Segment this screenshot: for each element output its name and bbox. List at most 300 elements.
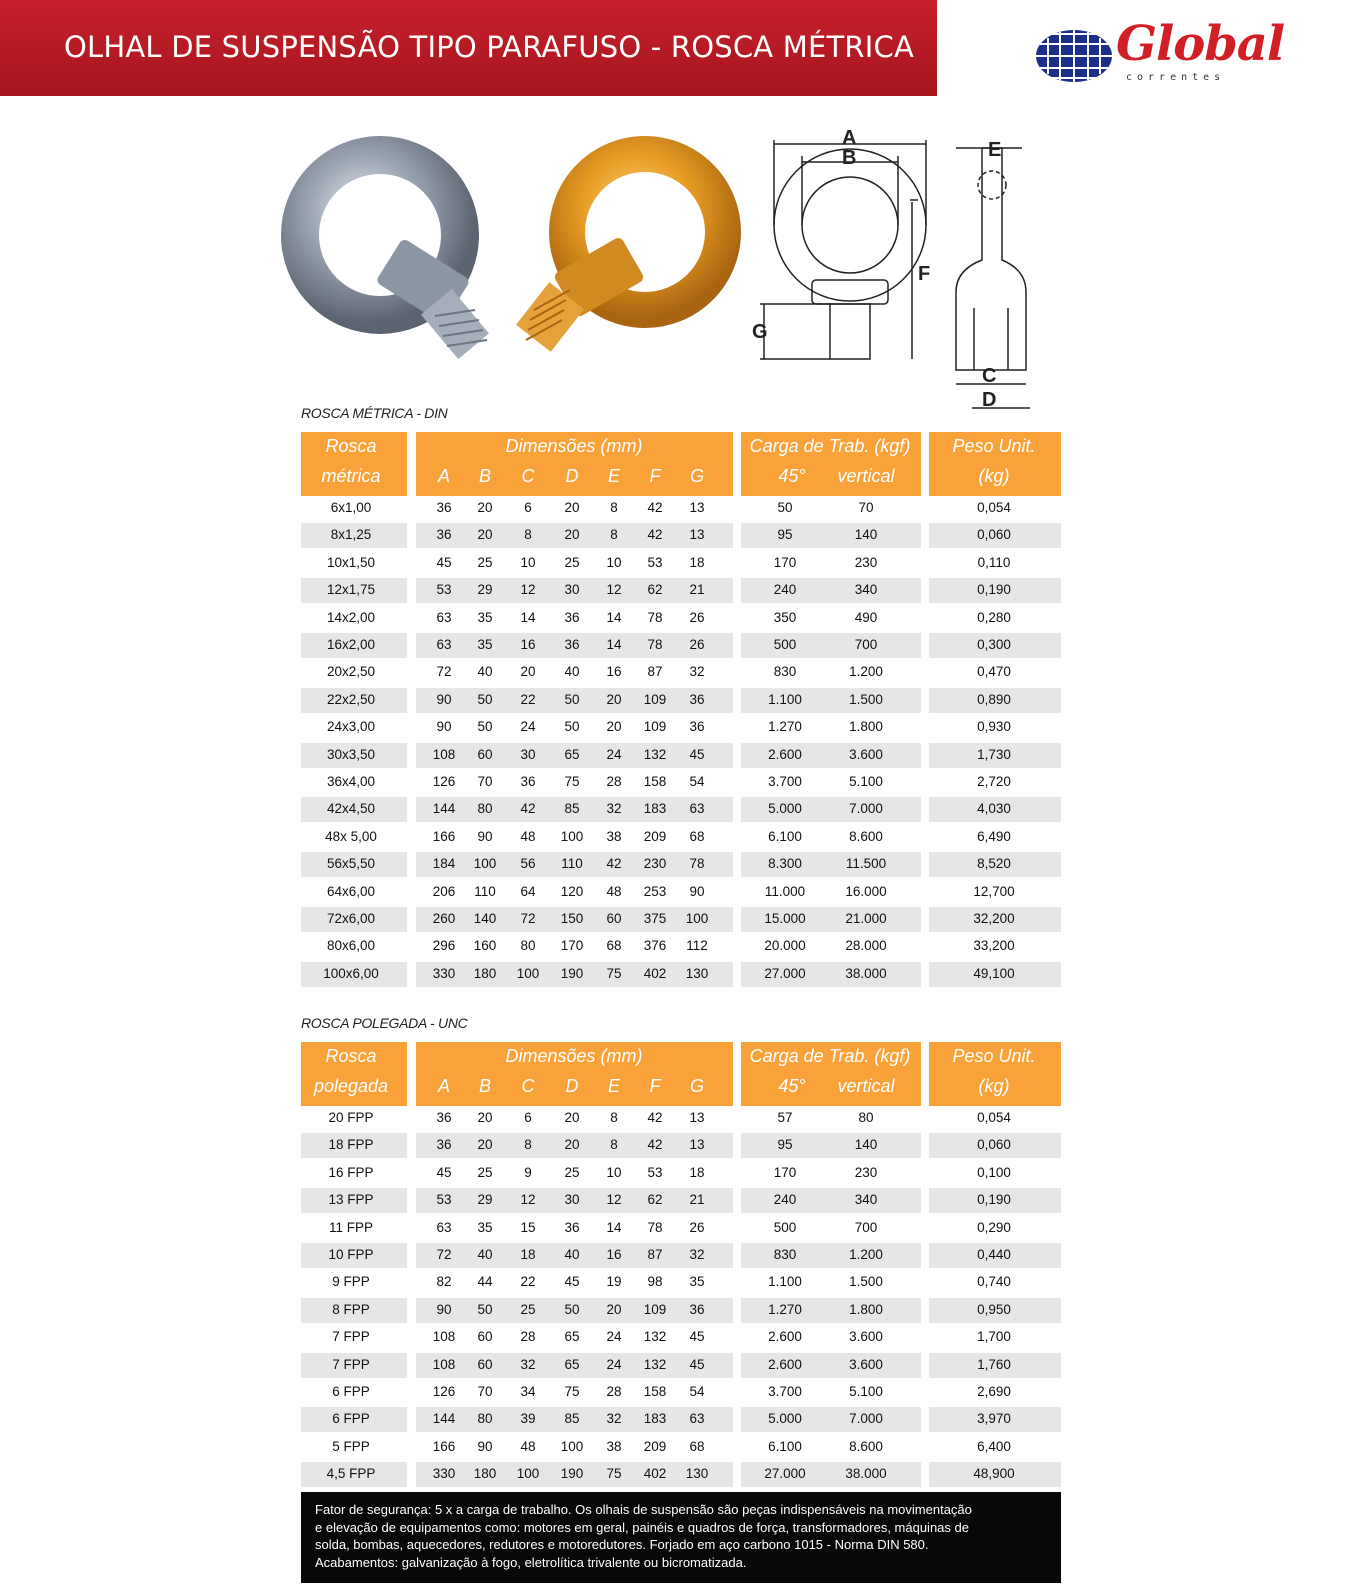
table-cell: 64 bbox=[520, 884, 536, 899]
table-cell: 16 bbox=[606, 664, 622, 679]
table-row bbox=[741, 1188, 921, 1213]
table-cell: 53 bbox=[436, 1192, 452, 1207]
table-cell: 230 bbox=[854, 555, 878, 570]
table-cell: 36 bbox=[436, 1110, 452, 1125]
table-cell: 11.000 bbox=[764, 884, 806, 899]
label-g: G bbox=[752, 321, 768, 343]
table-cell: 38 bbox=[606, 829, 622, 844]
table-cell: 8 bbox=[610, 527, 618, 542]
label-e: E bbox=[988, 139, 1002, 161]
table-cell: 45 bbox=[564, 1274, 580, 1289]
table-cell: 36 bbox=[564, 610, 580, 625]
table-cell: 80 bbox=[477, 801, 493, 816]
table-cell: 132 bbox=[643, 1329, 667, 1344]
table-cell: 144 bbox=[432, 801, 456, 816]
table-cell: 0,300 bbox=[977, 637, 1011, 652]
table-cell: 1,700 bbox=[977, 1329, 1011, 1344]
table-cell: 5.000 bbox=[768, 801, 802, 816]
table-cell: 140 bbox=[854, 527, 878, 542]
table-cell: 10 bbox=[606, 555, 622, 570]
table-cell: 60 bbox=[606, 911, 622, 926]
table-cell: 80 bbox=[858, 1110, 874, 1125]
table-cell: 20 bbox=[477, 500, 493, 515]
title-banner bbox=[0, 0, 937, 96]
table-cell: 54 bbox=[689, 774, 705, 789]
table-cell: 376 bbox=[643, 938, 667, 953]
table-cell: 27.000 bbox=[764, 1466, 806, 1481]
header-dimensions: Dimensões (mm) bbox=[505, 436, 643, 456]
table-cell: 1.200 bbox=[849, 1247, 883, 1262]
table-cell: 80 bbox=[477, 1411, 493, 1426]
table-cell: 100 bbox=[473, 856, 497, 871]
table-cell: 132 bbox=[643, 1357, 667, 1372]
table-cell: 10 bbox=[606, 1165, 622, 1180]
label-a: A bbox=[842, 127, 857, 149]
table-cell: 42 bbox=[647, 1110, 663, 1125]
table-cell: 12 bbox=[520, 1192, 536, 1207]
table-cell: 45 bbox=[689, 1329, 705, 1344]
table-cell: 0,930 bbox=[977, 719, 1011, 734]
table-cell: 27.000 bbox=[764, 966, 806, 981]
header-load-45: 45° bbox=[778, 466, 806, 486]
table-cell: 16 bbox=[606, 1247, 622, 1262]
table-cell: 12,700 bbox=[973, 884, 1015, 899]
row-thread: 12x1,75 bbox=[326, 582, 376, 597]
row-thread: 6 FPP bbox=[332, 1411, 370, 1426]
table-cell: 18 bbox=[520, 1247, 536, 1262]
logo-subtitle: correntes bbox=[1126, 72, 1226, 83]
table-cell: 190 bbox=[560, 966, 584, 981]
table-cell: 90 bbox=[477, 1439, 493, 1454]
safety-note bbox=[301, 1492, 1061, 1583]
table-cell: 1.500 bbox=[849, 1274, 883, 1289]
table-cell: 28.000 bbox=[845, 938, 887, 953]
table-cell: 53 bbox=[647, 1165, 663, 1180]
table-cell: 68 bbox=[689, 1439, 705, 1454]
table-cell: 180 bbox=[473, 1466, 497, 1481]
header-thread: Rosca bbox=[325, 1046, 377, 1066]
header-dim-col: B bbox=[478, 466, 492, 486]
row-thread: 7 FPP bbox=[332, 1357, 370, 1372]
row-thread: 30x3,50 bbox=[326, 747, 376, 762]
table-cell: 112 bbox=[686, 938, 708, 953]
header-thread-type: métrica bbox=[321, 466, 381, 486]
table-cell: 63 bbox=[689, 1411, 705, 1426]
row-thread: 10 FPP bbox=[328, 1247, 374, 1262]
table-cell: 108 bbox=[432, 747, 456, 762]
table-cell: 53 bbox=[436, 582, 452, 597]
table-cell: 180 bbox=[473, 966, 497, 981]
table-cell: 57 bbox=[777, 1110, 793, 1125]
table-cell: 36 bbox=[689, 1302, 705, 1317]
table-cell: 24 bbox=[520, 719, 536, 734]
table-cell: 1.800 bbox=[849, 1302, 883, 1317]
table-cell: 36 bbox=[689, 692, 705, 707]
table-cell: 25 bbox=[564, 1165, 580, 1180]
header-dim-col: B bbox=[478, 1076, 492, 1096]
table-cell: 21 bbox=[689, 582, 705, 597]
table-cell: 50 bbox=[477, 1302, 493, 1317]
table-cell: 95 bbox=[777, 1137, 793, 1152]
row-thread: 80x6,00 bbox=[326, 938, 376, 953]
table-cell: 98 bbox=[647, 1274, 663, 1289]
table-cell: 28 bbox=[606, 774, 622, 789]
table-cell: 36 bbox=[520, 774, 536, 789]
table-cell: 402 bbox=[643, 1466, 667, 1481]
table-cell: 60 bbox=[477, 1357, 493, 1372]
table-cell: 25 bbox=[520, 1302, 536, 1317]
table-cell: 33,200 bbox=[973, 938, 1015, 953]
table-cell: 45 bbox=[689, 747, 705, 762]
table-cell: 90 bbox=[689, 884, 705, 899]
table-cell: 18 bbox=[689, 555, 705, 570]
table-cell: 22 bbox=[520, 1274, 536, 1289]
table-cell: 8 bbox=[524, 527, 532, 542]
table-cell: 6.100 bbox=[768, 829, 802, 844]
row-thread: 20 FPP bbox=[328, 1110, 374, 1125]
table-cell: 830 bbox=[773, 664, 797, 679]
table-cell: 350 bbox=[773, 610, 797, 625]
table-cell: 24 bbox=[606, 747, 622, 762]
row-thread: 72x6,00 bbox=[326, 911, 376, 926]
table-cell: 2.600 bbox=[768, 747, 802, 762]
table-cell: 16 bbox=[520, 637, 536, 652]
table-cell: 240 bbox=[773, 582, 797, 597]
row-thread: 64x6,00 bbox=[326, 884, 376, 899]
row-thread: 4,5 FPP bbox=[326, 1466, 376, 1481]
table-cell: 20 bbox=[564, 1110, 580, 1125]
table-cell: 14 bbox=[606, 1220, 622, 1235]
table-cell: 8 bbox=[524, 1137, 532, 1152]
table-cell: 75 bbox=[564, 774, 580, 789]
table-row bbox=[741, 1243, 921, 1268]
table-cell: 109 bbox=[643, 719, 667, 734]
table-cell: 40 bbox=[477, 664, 493, 679]
table-cell: 330 bbox=[432, 1466, 456, 1481]
dimension-drawing bbox=[752, 127, 1050, 420]
table-cell: 6 bbox=[524, 500, 532, 515]
table-cell: 230 bbox=[854, 1165, 878, 1180]
table-cell: 42 bbox=[647, 1137, 663, 1152]
table-cell: 75 bbox=[564, 1384, 580, 1399]
table-cell: 0,054 bbox=[977, 500, 1011, 515]
note-line: solda, bombas, aquecedores, redutores e motoredutores. Forjado em aço carbono 1015 - Norma DIN 580. bbox=[315, 1537, 929, 1552]
galvanized-eyebolt-image bbox=[285, 140, 505, 370]
row-thread: 6 FPP bbox=[332, 1384, 370, 1399]
table-cell: 11.500 bbox=[845, 856, 887, 871]
table-row bbox=[741, 578, 921, 603]
table-cell: 26 bbox=[689, 637, 705, 652]
table-cell: 25 bbox=[477, 555, 493, 570]
table-cell: 109 bbox=[643, 1302, 667, 1317]
table-cell: 2.600 bbox=[768, 1329, 802, 1344]
table-cell: 140 bbox=[473, 911, 497, 926]
table-cell: 30 bbox=[520, 747, 536, 762]
table-cell: 110 bbox=[474, 884, 496, 899]
table-cell: 170 bbox=[773, 1165, 797, 1180]
table-cell: 5.100 bbox=[849, 774, 883, 789]
table-cell: 30 bbox=[564, 582, 580, 597]
table-cell: 35 bbox=[477, 610, 493, 625]
table-cell: 25 bbox=[477, 1165, 493, 1180]
table-cell: 1.100 bbox=[768, 692, 802, 707]
table-cell: 21 bbox=[689, 1192, 705, 1207]
header-dim-col: G bbox=[689, 466, 705, 486]
table-cell: 70 bbox=[477, 1384, 493, 1399]
header-dimensions: Dimensões (mm) bbox=[505, 1046, 643, 1066]
table-cell: 100 bbox=[516, 1466, 540, 1481]
table-cell: 15 bbox=[520, 1220, 536, 1235]
table-cell: 3.700 bbox=[768, 774, 802, 789]
table-cell: 14 bbox=[606, 610, 622, 625]
table-cell: 1.500 bbox=[849, 692, 883, 707]
table-cell: 490 bbox=[854, 610, 878, 625]
table-cell: 32 bbox=[520, 1357, 536, 1372]
table-cell: 20 bbox=[606, 719, 622, 734]
table-cell: 2,720 bbox=[977, 774, 1011, 789]
table-cell: 50 bbox=[564, 719, 580, 734]
table-cell: 206 bbox=[432, 884, 456, 899]
table-cell: 0,440 bbox=[977, 1247, 1011, 1262]
header-weight: Peso Unit. bbox=[952, 1046, 1036, 1066]
row-thread: 11 FPP bbox=[328, 1220, 374, 1235]
table-cell: 12 bbox=[606, 1192, 622, 1207]
table-cell: 78 bbox=[647, 1220, 663, 1235]
table-cell: 150 bbox=[560, 911, 584, 926]
logo-wordmark: Global bbox=[1116, 16, 1285, 72]
table-cell: 5.100 bbox=[849, 1384, 883, 1399]
table-cell: 0,054 bbox=[977, 1110, 1011, 1125]
table-cell: 82 bbox=[436, 1274, 452, 1289]
table-cell: 183 bbox=[643, 801, 667, 816]
table-cell: 29 bbox=[477, 1192, 493, 1207]
header-thread: Rosca bbox=[325, 436, 377, 456]
table-cell: 72 bbox=[520, 911, 536, 926]
table-cell: 2,690 bbox=[977, 1384, 1011, 1399]
table-cell: 340 bbox=[854, 1192, 878, 1207]
table-cell: 1.270 bbox=[768, 719, 802, 734]
table-cell: 158 bbox=[643, 774, 667, 789]
table-cell: 19 bbox=[606, 1274, 622, 1289]
table-cell: 13 bbox=[689, 500, 705, 515]
header-weight-unit: (kg) bbox=[978, 1076, 1010, 1096]
table-cell: 32 bbox=[606, 1411, 622, 1426]
table-cell: 260 bbox=[432, 911, 456, 926]
header-dim-col: A bbox=[437, 1076, 451, 1096]
table-cell: 0,100 bbox=[977, 1165, 1011, 1180]
table-cell: 8 bbox=[610, 500, 618, 515]
table-cell: 80 bbox=[520, 938, 536, 953]
table-cell: 10 bbox=[520, 555, 536, 570]
table-cell: 20 bbox=[606, 1302, 622, 1317]
table-cell: 20 bbox=[564, 1137, 580, 1152]
table-cell: 34 bbox=[520, 1384, 536, 1399]
header-load: Carga de Trab. (kgf) bbox=[749, 436, 911, 456]
table-cell: 20 bbox=[477, 1110, 493, 1125]
table-cell: 100 bbox=[685, 911, 709, 926]
row-thread: 6x1,00 bbox=[330, 500, 372, 515]
table-cell: 56 bbox=[520, 856, 536, 871]
table-cell: 90 bbox=[436, 692, 452, 707]
table-cell: 45 bbox=[436, 1165, 452, 1180]
table-cell: 166 bbox=[432, 1439, 456, 1454]
table-cell: 29 bbox=[477, 582, 493, 597]
table-cell: 0,740 bbox=[977, 1274, 1011, 1289]
header-dim-col: A bbox=[437, 466, 451, 486]
page-title: OLHAL DE SUSPENSÃO TIPO PARAFUSO - ROSCA MÉTRICA bbox=[64, 30, 915, 64]
table-cell: 63 bbox=[436, 637, 452, 652]
table-row bbox=[741, 633, 921, 658]
header-weight: Peso Unit. bbox=[952, 436, 1036, 456]
table-cell: 6.100 bbox=[768, 1439, 802, 1454]
table-cell: 240 bbox=[773, 1192, 797, 1207]
row-thread: 9 FPP bbox=[332, 1274, 370, 1289]
table-cell: 5.000 bbox=[768, 1411, 802, 1426]
table-cell: 65 bbox=[564, 1357, 580, 1372]
table-cell: 0,190 bbox=[977, 1192, 1011, 1207]
table-cell: 48 bbox=[520, 1439, 536, 1454]
table-cell: 36 bbox=[436, 1137, 452, 1152]
table-cell: 184 bbox=[432, 856, 456, 871]
table-cell: 340 bbox=[854, 582, 878, 597]
row-thread: 56x5,50 bbox=[326, 856, 376, 871]
table-cell: 35 bbox=[689, 1274, 705, 1289]
table-cell: 13 bbox=[689, 1110, 705, 1125]
label-f: F bbox=[918, 263, 931, 285]
row-thread: 5 FPP bbox=[332, 1439, 370, 1454]
global-correntes-logo bbox=[1034, 16, 1285, 86]
table-cell: 14 bbox=[520, 610, 536, 625]
header-load-45: 45° bbox=[778, 1076, 806, 1096]
label-c: C bbox=[982, 365, 997, 387]
table-cell: 42 bbox=[606, 856, 622, 871]
table-cell: 158 bbox=[643, 1384, 667, 1399]
header-weight-unit: (kg) bbox=[978, 466, 1010, 486]
row-thread: 48x 5,00 bbox=[325, 829, 377, 844]
section-label: ROSCA MÉTRICA - DIN bbox=[301, 405, 448, 421]
table-cell: 8.600 bbox=[849, 829, 883, 844]
table-row bbox=[741, 1133, 921, 1158]
table-cell: 78 bbox=[689, 856, 705, 871]
row-thread: 100x6,00 bbox=[323, 966, 379, 981]
table-cell: 13 bbox=[689, 1137, 705, 1152]
label-d: D bbox=[982, 389, 997, 411]
table-cell: 90 bbox=[477, 829, 493, 844]
table-cell: 253 bbox=[643, 884, 667, 899]
note-line: Fator de segurança: 5 x a carga de trabalho. Os olhais de suspensão são peças indispensáveis na movimentação bbox=[315, 1502, 972, 1517]
table-cell: 0,290 bbox=[977, 1220, 1011, 1235]
table-cell: 28 bbox=[606, 1384, 622, 1399]
table-cell: 24 bbox=[606, 1357, 622, 1372]
table-cell: 100 bbox=[516, 966, 540, 981]
header-dim-col: G bbox=[689, 1076, 705, 1096]
row-thread: 7 FPP bbox=[332, 1329, 370, 1344]
table-cell: 0,060 bbox=[977, 527, 1011, 542]
table-cell: 42 bbox=[647, 527, 663, 542]
table-cell: 45 bbox=[436, 555, 452, 570]
table-cell: 54 bbox=[689, 1384, 705, 1399]
table-cell: 50 bbox=[564, 1302, 580, 1317]
table-cell: 402 bbox=[643, 966, 667, 981]
table-cell: 36 bbox=[436, 527, 452, 542]
table-cell: 26 bbox=[689, 610, 705, 625]
table-cell: 8.600 bbox=[849, 1439, 883, 1454]
table-cell: 30 bbox=[564, 1192, 580, 1207]
row-thread: 8x1,25 bbox=[330, 527, 372, 542]
table-cell: 183 bbox=[643, 1411, 667, 1426]
table-cell: 3.600 bbox=[849, 1357, 883, 1372]
table-cell: 13 bbox=[689, 527, 705, 542]
table-cell: 78 bbox=[647, 637, 663, 652]
table-cell: 830 bbox=[773, 1247, 797, 1262]
table-cell: 20 bbox=[606, 692, 622, 707]
table-cell: 12 bbox=[520, 582, 536, 597]
header-thread-type: polegada bbox=[313, 1076, 389, 1096]
table-cell: 120 bbox=[560, 884, 584, 899]
table-cell: 50 bbox=[777, 500, 793, 515]
table-cell: 1,730 bbox=[977, 747, 1011, 762]
table-cell: 38 bbox=[606, 1439, 622, 1454]
table-cell: 40 bbox=[564, 664, 580, 679]
header-dim-col: D bbox=[565, 466, 579, 486]
table-cell: 32 bbox=[689, 664, 705, 679]
header-dim-col: D bbox=[565, 1076, 579, 1096]
table-cell: 65 bbox=[564, 1329, 580, 1344]
table-cell: 60 bbox=[477, 1329, 493, 1344]
table-cell: 230 bbox=[643, 856, 667, 871]
table-cell: 1.800 bbox=[849, 719, 883, 734]
globe-icon bbox=[1034, 26, 1114, 86]
table-cell: 0,190 bbox=[977, 582, 1011, 597]
table-cell: 44 bbox=[477, 1274, 493, 1289]
table-cell: 38.000 bbox=[845, 1466, 887, 1481]
table-cell: 3.700 bbox=[768, 1384, 802, 1399]
row-thread: 10x1,50 bbox=[326, 555, 376, 570]
table-cell: 90 bbox=[436, 1302, 452, 1317]
table-cell: 8 bbox=[610, 1137, 618, 1152]
table-cell: 500 bbox=[773, 637, 797, 652]
table-cell: 50 bbox=[564, 692, 580, 707]
row-thread: 20x2,50 bbox=[326, 664, 376, 679]
table-cell: 190 bbox=[560, 1466, 584, 1481]
header-dim-col: C bbox=[521, 1076, 535, 1096]
table-cell: 26 bbox=[689, 1220, 705, 1235]
table-cell: 1,760 bbox=[977, 1357, 1011, 1372]
table-cell: 85 bbox=[564, 1411, 580, 1426]
table-cell: 700 bbox=[854, 1220, 878, 1235]
table-cell: 35 bbox=[477, 1220, 493, 1235]
table-cell: 65 bbox=[564, 747, 580, 762]
header-load-vertical: vertical bbox=[837, 1076, 895, 1096]
table-cell: 144 bbox=[432, 1411, 456, 1426]
table-cell: 68 bbox=[689, 829, 705, 844]
table-cell: 108 bbox=[432, 1357, 456, 1372]
header-load: Carga de Trab. (kgf) bbox=[749, 1046, 911, 1066]
row-thread: 13 FPP bbox=[328, 1192, 374, 1207]
row-thread: 24x3,00 bbox=[326, 719, 376, 734]
table-cell: 38.000 bbox=[845, 966, 887, 981]
table-cell: 63 bbox=[689, 801, 705, 816]
table-cell: 209 bbox=[643, 829, 667, 844]
table-cell: 48 bbox=[606, 884, 622, 899]
table-cell: 3.600 bbox=[849, 1329, 883, 1344]
table-cell: 4,030 bbox=[977, 801, 1011, 816]
table-cell: 28 bbox=[520, 1329, 536, 1344]
table-cell: 16.000 bbox=[845, 884, 887, 899]
table-cell: 87 bbox=[647, 664, 663, 679]
table-cell: 100 bbox=[560, 829, 584, 844]
table-cell: 39 bbox=[520, 1411, 536, 1426]
